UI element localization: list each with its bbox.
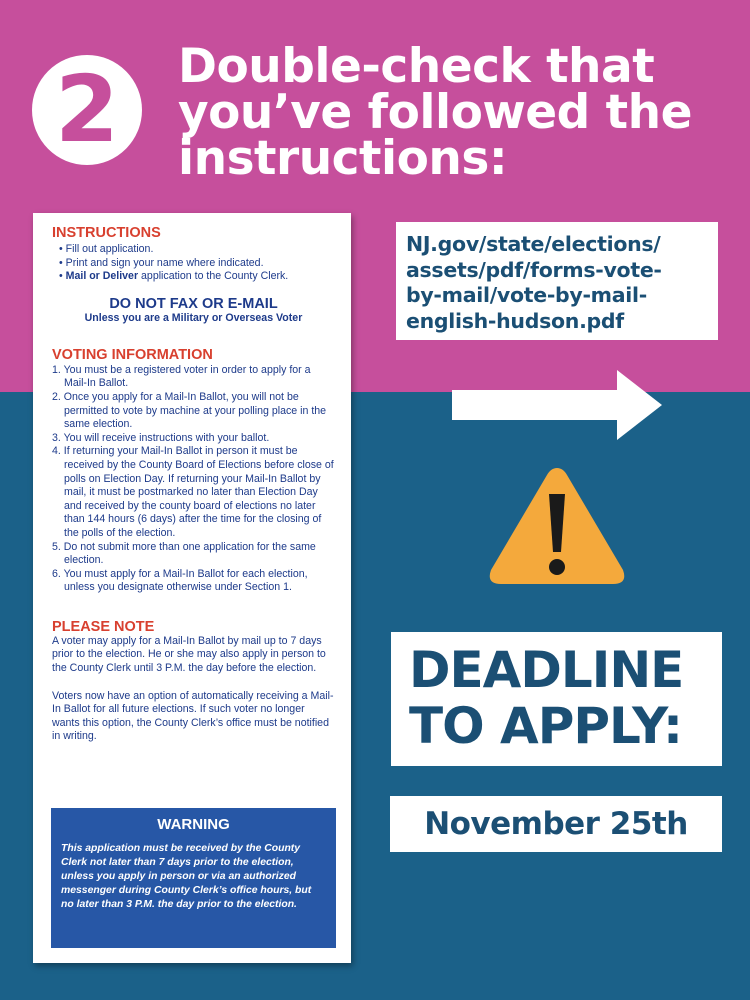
right-arrow-icon <box>452 370 662 440</box>
deadline-line: DEADLINE <box>409 641 684 699</box>
voting-info-item: 6. You must apply for a Mail-In Ballot for each election, unless you designate otherwise under Section 1. <box>52 567 308 594</box>
instruction-item: • Fill out application. <box>59 243 335 257</box>
no-fax-heading: DO NOT FAX OR E-MAIL <box>109 295 278 312</box>
deadline-line: TO APPLY: <box>409 697 682 755</box>
voting-info-item: 1. You must be a registered voter in order to apply for a Mail-In Ballot. <box>52 363 311 390</box>
instructions-form-card <box>33 213 351 963</box>
deadline-date: November 25th <box>390 796 722 852</box>
voting-info-list <box>52 364 335 595</box>
no-fax-subtitle: Unless you are a Military or Overseas Voter <box>84 311 303 324</box>
instruction-item: • Print and sign your name where indicated. <box>59 257 335 271</box>
warning-triangle-icon <box>485 462 629 590</box>
please-note-paragraph: A voter may apply for a Mail-In Ballot by mail up to 7 days prior to the election. He or she may also apply in person to the County Clerk until 3 P.M. the day before the election. <box>52 634 326 675</box>
form-url-box <box>396 222 718 340</box>
please-note-heading: PLEASE NOTE <box>52 618 155 635</box>
instruction-bold: Mail or Deliver <box>65 270 139 283</box>
voting-info-item: 2. Once you apply for a Mail-In Ballot, you will not be permitted to vote by machine at your polling place in the same election. <box>52 390 327 431</box>
warning-title: WARNING <box>157 816 230 833</box>
url-line: assets/pdf/forms-vote- <box>406 257 662 282</box>
voting-info-item: 4. If returning your Mail-In Ballot in person it must be received by the County Board of Elections before close of polls on Election Day. If returning your Mail-In Ballot by mail, it must be postmarked no later than Election Day and received by the county board of elections no later than 144 hours (6 days) after the time for the closing of the polls of the election. <box>52 445 334 539</box>
voting-info-heading: VOTING INFORMATION <box>52 346 213 363</box>
voting-info-item: 3. You will receive instructions with your ballot. <box>52 431 270 444</box>
instruction-item-text: application to the County Clerk. <box>141 270 289 283</box>
instruction-item <box>59 270 335 284</box>
instructions-heading: INSTRUCTIONS <box>52 225 161 241</box>
step-number-badge: 2 <box>32 55 142 165</box>
url-line: NJ.gov/state/elections/ <box>406 232 661 256</box>
url-line: english-hudson.pdf <box>406 308 624 333</box>
headline-line-3: instructions: <box>178 131 508 186</box>
instructions-list <box>59 243 335 284</box>
warning-box <box>51 808 336 948</box>
warning-text: This application must be received by the County Clerk not later than 7 days prior to the election, unless you apply in person or via an authorized messenger during County Clerk’s office hours, but no later than 3 P.M. the day prior to the election. <box>61 843 312 910</box>
please-note-paragraph: Voters now have an option of automatically receiving a Mail-In Ballot for all future elections. If such voter no longer wants this option, the County Clerk’s office must be notified in writing. <box>52 689 334 743</box>
headline <box>178 39 738 186</box>
voting-info-item: 5. Do not submit more than one application for the same election. <box>52 540 316 567</box>
url-line: by-mail/vote-by-mail- <box>406 283 647 307</box>
headline-line-1: Double-check that <box>178 39 655 94</box>
deadline-box <box>391 632 722 766</box>
headline-line-2: you’ve followed the <box>178 85 692 140</box>
